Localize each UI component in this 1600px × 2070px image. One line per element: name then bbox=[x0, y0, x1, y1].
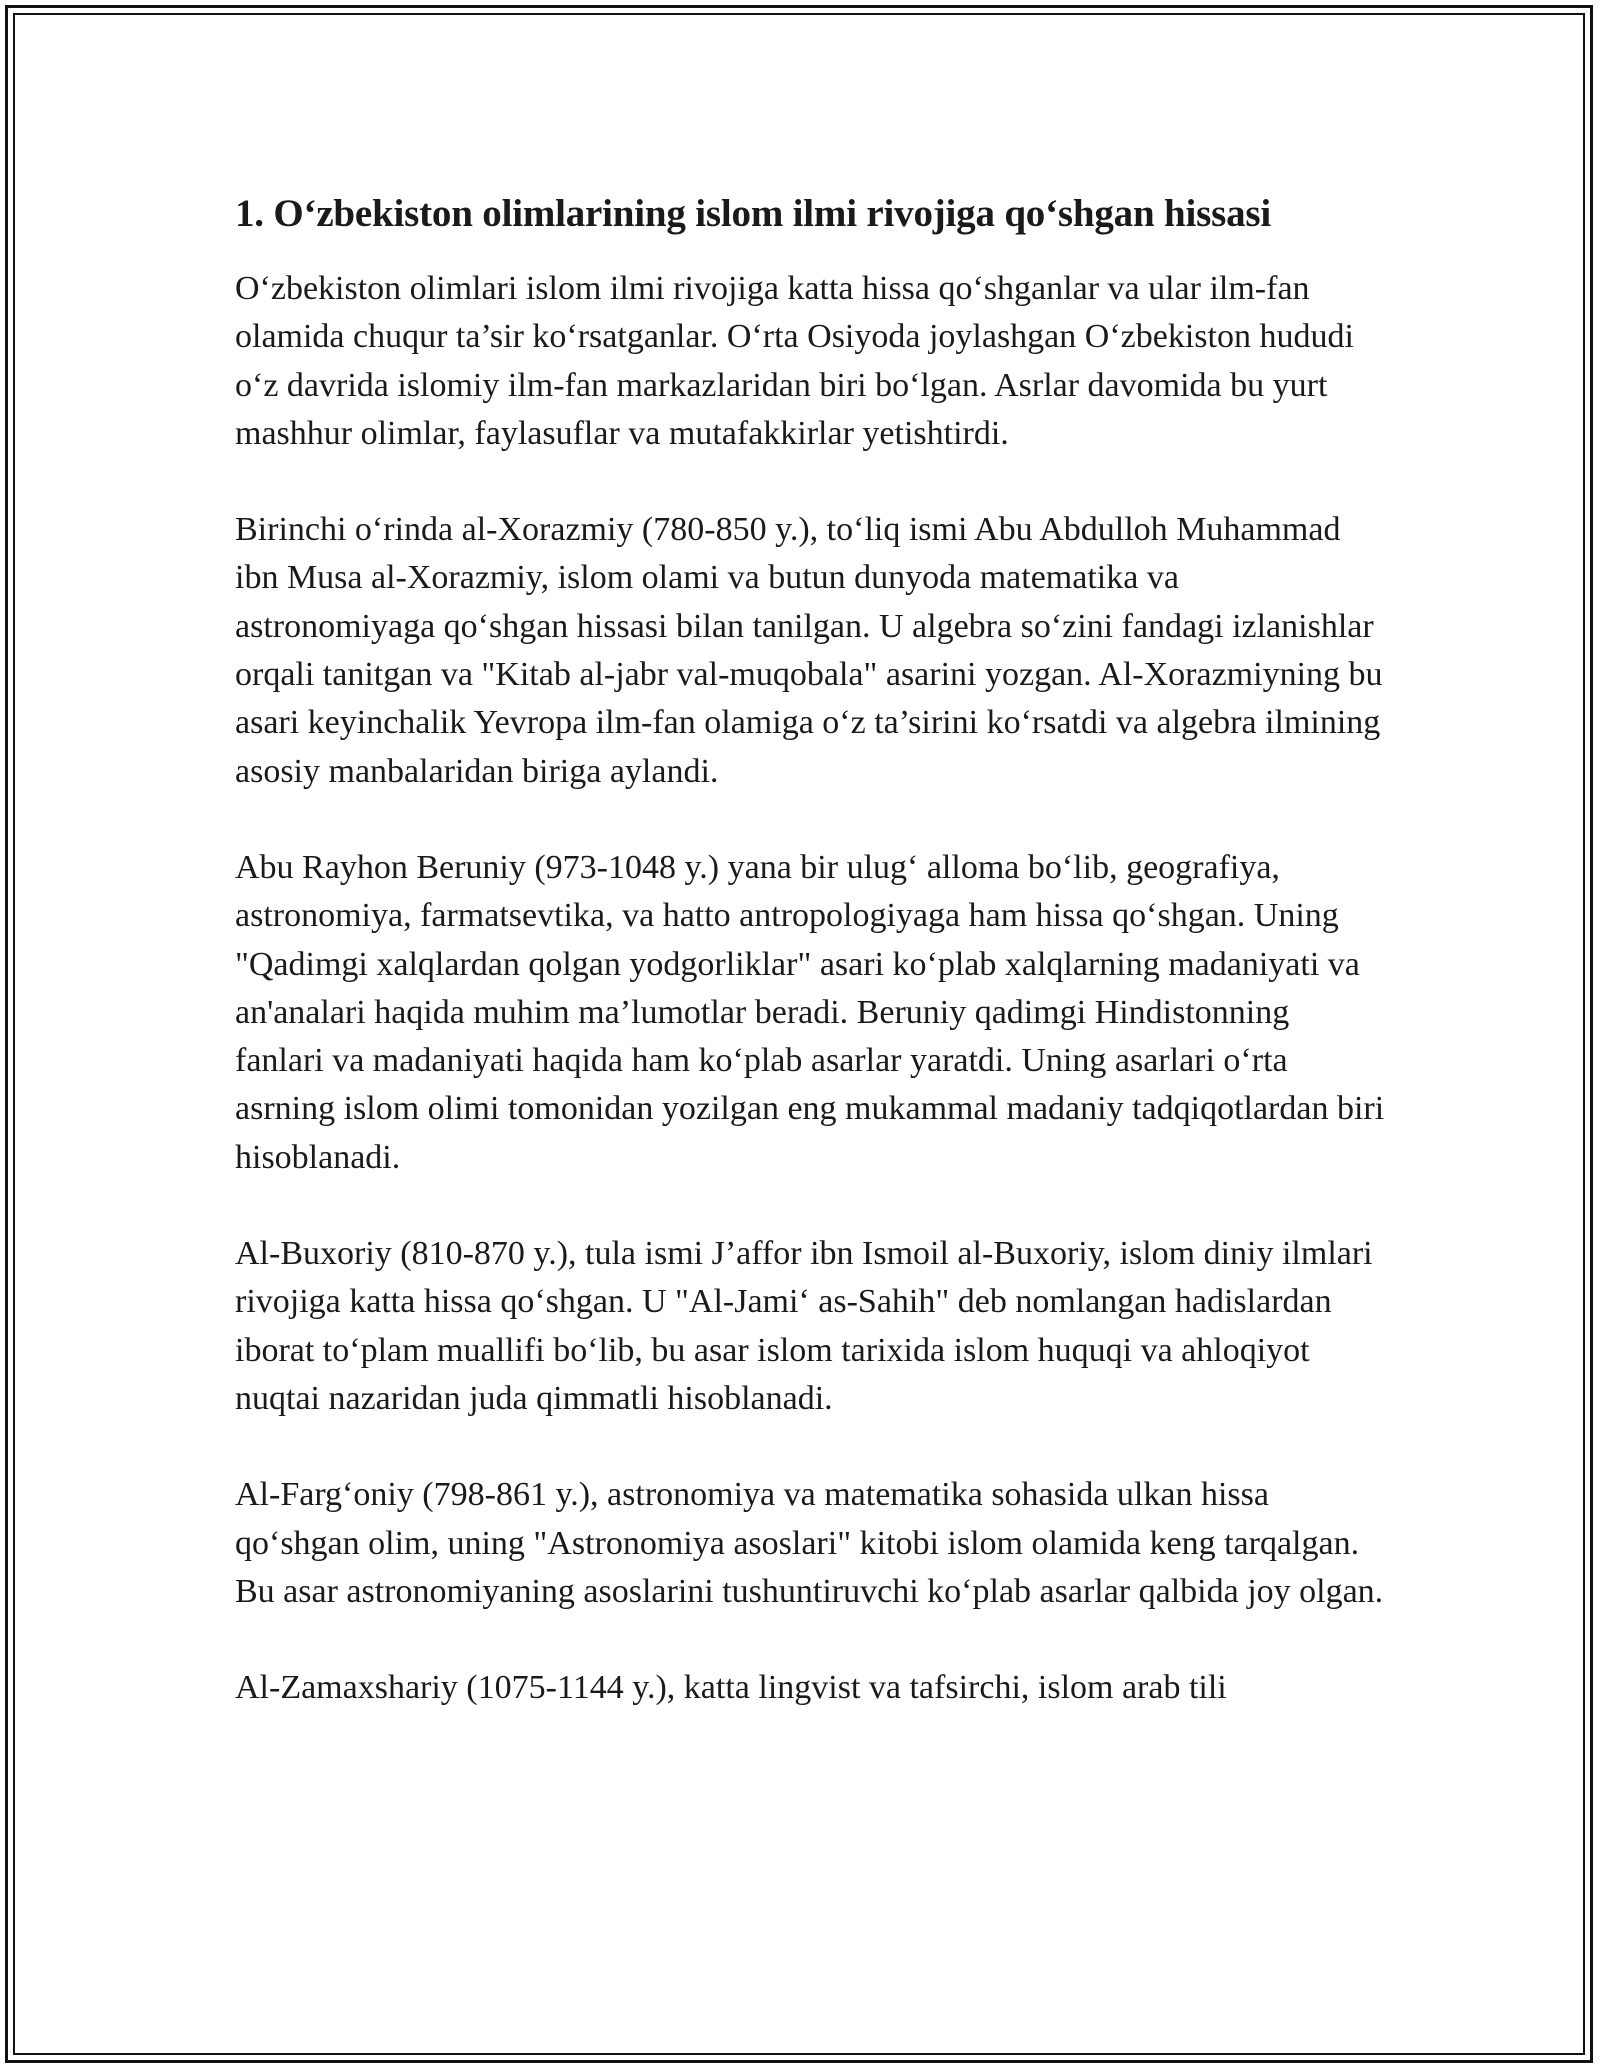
paragraph-al-fargoniy: Al-Farg‘oniy (798-861 y.), astronomiya va matematika sohasida ulkan hissa qo‘shgan olim, uning "Astronomiya asoslari" kitobi islom olamida keng tarqalgan. Bu asar astronomiyaning asoslarini tushuntiruvchi ko‘plab asarlar qalbida joy olgan. bbox=[235, 1476, 1384, 1610]
paragraph-al-xorazmiy: Birinchi o‘rinda al-Xorazmiy (780-850 y.), to‘liq ismi Abu Abdulloh Muhammad ibn Musa al-Xorazmiy, islom olami va butun dunyoda matematika va astronomiyaga qo‘shgan hissasi bilan tanilgan. U algebra so‘zini fandagi izlanishlar orqali tanitgan va "Kitab al-jabr val-muqobala" asarini yozgan. Al-Xorazmiyning bu asari keyinchalik Yevropa ilm-fan olamiga o‘z ta’sirini ko‘rsatdi va algebra ilmining asosiy manbalaridan biriga aylandi. bbox=[235, 511, 1383, 790]
document-body bbox=[235, 182, 1385, 1712]
paragraph-al-zamaxshariy: Al-Zamaxshariy (1075-1144 y.), katta lingvist va tafsirchi, islom arab tili bbox=[235, 1669, 1227, 1707]
paragraph-beruniy: Abu Rayhon Beruniy (973-1048 y.) yana bir ulug‘ alloma bo‘lib, geografiya, astronomiya, farmatsevtika, va hatto antropologiyaga ham hissa qo‘shgan. Uning "Qadimgi xalqlardan qolgan yodgorliklar" asari ko‘plab xalqlarning madaniyati va an'analari haqida muhim ma’lumotlar beradi. Beruniy qadimgi Hindistonning fanlari va madaniyati haqida ham ko‘plab asarlar yaratdi. Uning asarlari o‘rta asrning islom olimi tomonidan yozilgan eng mukammal madaniy tadqiqotlardan biri hisoblanadi. bbox=[235, 848, 1385, 1176]
paragraph-al-buxoriy: Al-Buxoriy (810-870 y.), tula ismi J’affor ibn Ismoil al-Buxoriy, islom diniy ilmlari rivojiga katta hissa qo‘shgan. U "Al-Jami‘ as-Sahih" deb nomlangan hadislardan iborat to‘plam muallifi bo‘lib, bu asar islom tarixida islom huquqi va ahloqiyot nuqtai nazaridan juda qimmatli hisoblanadi. bbox=[235, 1235, 1373, 1417]
paragraph-intro: O‘zbekiston olimlari islom ilmi rivojiga katta hissa qo‘shganlar va ular ilm-fan olamida chuqur ta’sir ko‘rsatganlar. O‘rta Osiyoda joylashgan O‘zbekiston hududi o‘z davrida islomiy ilm-fan markazlaridan biri bo‘lgan. Asrlar davomida bu yurt mashhur olimlar, faylasuflar va mutafakkirlar yetishtirdi. bbox=[235, 270, 1354, 452]
document-title: 1. O‘zbekiston olimlarining islom ilmi rivojiga qo‘shgan hissasi bbox=[235, 192, 1271, 235]
